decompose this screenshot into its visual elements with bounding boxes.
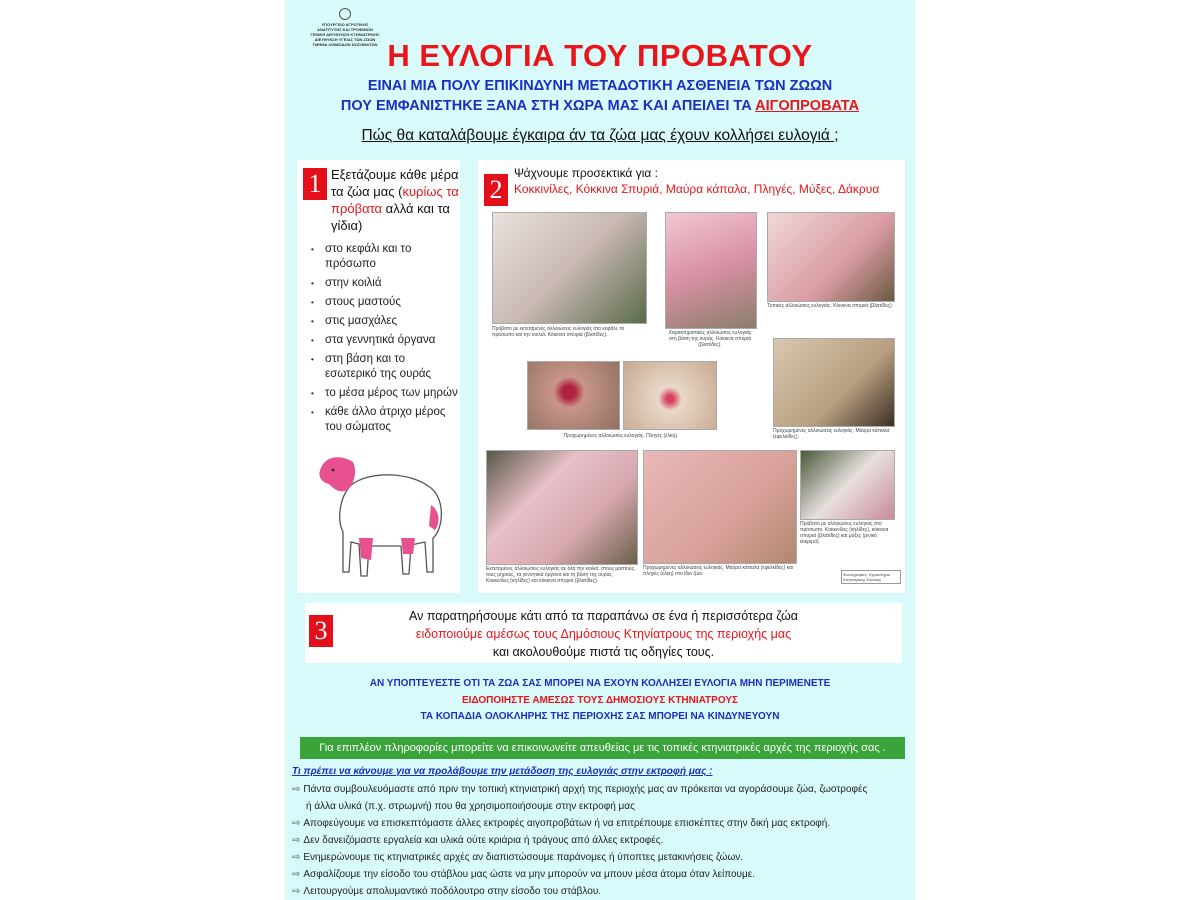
item-text: Αποφεύγουμε να επισκεπτόμαστε άλλες εκτροφές αιγοπροβάτων ή να επιτρέπουμε επισκέπτες στην δική μας εκτροφή. — [303, 818, 831, 829]
list-item: • στις μασχάλες — [309, 314, 459, 329]
list-item: • στο κεφάλι και το πρόσωπο — [309, 242, 459, 272]
list-item — [292, 883, 912, 900]
arrow-icon: ⇨ — [292, 869, 301, 880]
symptoms-list: Κοκκινίλες, Κόκκινα Σπυριά, Μαύρα κάπαλα, Πληγές, Μύξες, Δάκρυα — [514, 182, 880, 196]
belly-photo — [486, 450, 638, 565]
step-2-box — [478, 160, 905, 593]
sheep-diagram-icon — [311, 450, 456, 585]
item-text: Ενημερώνουμε τις κτηνιατρικές αρχές αν διαπιστώσουμε παράνομες ή ύποπτες μετακινήσεις ζώων. — [303, 852, 744, 863]
lesion-photo-skin — [767, 212, 895, 302]
item-text: Δεν δανειζόμαστε εργαλεία και υλικά ούτε κριάρια ή τράγους από άλλες εκτροφές. — [303, 835, 664, 846]
list-item — [292, 832, 912, 849]
text-highlight: κυρίως τα πρόβατα — [331, 184, 459, 216]
list-item — [292, 866, 912, 883]
arrow-icon: ⇨ — [292, 818, 301, 829]
list-item: • στους μαστούς — [309, 295, 459, 310]
ulcer-photo-1 — [527, 361, 620, 430]
face-photo — [800, 450, 895, 520]
item-text: Ασφαλίζουμε την είσοδο του στάβλου μας ώστε να μην μπορούν να μπουν μέσα άτομα όταν λείπουμε. — [303, 869, 755, 880]
arrow-icon: ⇨ — [292, 784, 301, 795]
step-number: 3 — [309, 615, 333, 647]
logo-line: ΑΝΑΠΤΥΞΗΣ ΚΑΙ ΤΡΟΦΙΜΩΝ — [317, 27, 373, 32]
item-text: Πάντα συμβουλευόμαστε από πριν την τοπική κτηνιατρική αρχή της περιοχής μας αν πρόκειται να αγοράσουμε ζώα, ζωοτροφές — [303, 784, 868, 795]
logo-line: ΔΙΕΥΘΥΝΣΗ ΥΓΕΙΑΣ ΤΩΝ ΖΩΩΝ — [314, 37, 376, 42]
arrow-icon: ⇨ — [292, 835, 301, 846]
advanced-lesion-photo — [643, 450, 797, 564]
list-item: • στα γεννητικά όργανα — [309, 333, 459, 348]
action-line-3: και ακολουθούμε πιστά τις οδηγίες τους. — [492, 645, 715, 659]
subtitle-highlight: ΑΙΓΟΠΡΟΒΑΤΑ — [755, 98, 860, 114]
logo-line: ΤΜΗΜΑ ΛΟΙΜΩΔΩΝ ΝΟΣΗΜΑΤΩΝ — [312, 42, 378, 47]
photo-credit: Φωτογραφίες: Εργαστήριο Κτηνιατρικής Κλινικής — [841, 570, 901, 584]
photo-caption: Χαρακτηριστικές αλλοιώσεις ευλογιάς στη βάση της ουράς. Κόκκινα σπυριά (βλατίδες). — [668, 330, 752, 348]
list-item — [292, 781, 912, 798]
text: αλλά και τα γίδια) — [331, 201, 450, 233]
question-heading: Πώς θα καταλάβουμε έγκαιρα άν τα ζώα μας έχουν κολλήσει ευλογιά ; — [361, 127, 839, 144]
seal-icon — [339, 8, 351, 20]
subtitle-text: ΠΟΥ ΕΜΦΑΝΙΣΤΗΚΕ ΞΑΝΑ ΣΤΗ ΧΩΡΑ ΜΑΣ ΚΑΙ ΑΠΕΙΛΕΙ ΤΑ — [340, 98, 756, 114]
subtitle-line-1: ΕΙΝΑΙ ΜΙΑ ΠΟΛΥ ΕΠΙΚΙΝΔΥΝΗ ΜΕΤΑΔΟΤΙΚΗ ΑΣΘΕΝΕΙΑ ΤΩΝ ΖΩΩΝ — [367, 78, 833, 94]
poster — [285, 0, 915, 900]
prevention-heading: Τι πρέπει να κάνουμε για να προλάβουμε την μετάδοση της ευλογιάς στην εκτροφή μας : — [292, 766, 713, 777]
photo-caption: Προχωρημένες αλλοιώσεις ευλογιάς. Μαύρα κάπαλα (εφελκίδες) και πληγές (έλκη) στο ίδιο ζώο. — [643, 565, 794, 577]
step-number: 1 — [303, 168, 327, 200]
photo-caption: Πρόβατο με εκτεταμένες αλλοιώσεις ευλογιάς στο κεφάλι, το πρόσωπο και την κοιλιά. Κόκκινα σπυριά (βλατίδες). — [492, 326, 625, 338]
action-line-1: Αν παρατηρήσουμε κάτι από τα παραπάνω σε ένα ή περισσότερα ζώα — [409, 609, 798, 623]
photo-caption: Τυπικές αλλοιώσεις ευλογιάς. Κόκκινα σπυριά (βλατίδες). — [767, 303, 894, 309]
scab-photo — [773, 338, 895, 427]
photo-caption: Πρόβατο με αλλοιώσεις ευλογιάς στο πρόσωπο. Κοκκινίλες (κηλίδες), κόκκινα σπυριά (βλατίδες) και μύξες (ρινικό έκκριμα). — [800, 521, 889, 545]
body-areas-list — [309, 242, 459, 439]
step-3-box — [305, 603, 902, 663]
ulcer-photo-2 — [623, 361, 717, 430]
step-1-box — [297, 160, 460, 593]
step-1-text — [331, 166, 460, 234]
logo-line: ΓΕΝΙΚΗ ΔΙΕΥΘΥΝΣΗ ΚΤΗΝΙΑΤΡΙΚΗΣ — [310, 32, 380, 37]
list-item: ή άλλα υλικά (π.χ. στρωμνή) που θα χρησιμοποιήσουμε στην εκτροφή μας — [306, 801, 635, 812]
list-item: • στην κοιλιά — [309, 276, 459, 291]
step-2-heading: Ψάχνουμε προσεκτικά για : — [514, 166, 658, 180]
item-text: Λειτουργούμε απολυμαντικό ποδόλουτρο στην είσοδο του στάβλου. — [303, 886, 602, 897]
lesion-photo-tail — [665, 212, 757, 329]
text: Εξετάζουμε κάθε μέρα τα ζώα μας ( — [331, 167, 459, 199]
list-item: • κάθε άλλο άτριχο μέρος του σώματος — [309, 405, 459, 435]
warning-line-1: ΑΝ ΥΠΟΠΤΕΥΕΣΤΕ ΟΤΙ ΤΑ ΖΩΑ ΣΑΣ ΜΠΟΡΕΙ ΝΑ ΕΧΟΥΝ ΚΟΛΛΗΣΕΙ ΕΥΛΟΓΙΑ ΜΗΝ ΠΕΡΙΜΕΝΕΤΕ — [369, 678, 831, 689]
photo-caption: Εκτεταμένες αλλοιώσεις ευλογιάς σε όλη την κοιλιά, στους μαστούς, τους μηρούς, τα γεννητικά όργανα και τη βάση της ουράς. Κοκκινίλες (κηλίδες) και κόκκινα σπυριά (βλατίδες). — [486, 566, 636, 584]
logo-line: ΥΠΟΥΡΓΕΙΟ ΑΓΡΟΤΙΚΗΣ — [321, 22, 369, 27]
prevention-section — [292, 766, 912, 900]
list-item — [292, 815, 912, 832]
list-item: • το μέσα μέρος των μηρών — [309, 386, 459, 401]
poster-title: Η ΕΥΛΟΓΙΑ ΤΟΥ ΠΡΟΒΑΤΟΥ — [387, 38, 813, 73]
lesion-photo-head — [492, 212, 647, 324]
list-item — [292, 849, 912, 866]
photo-caption: Προχωρημένες αλλοιώσεις ευλογιάς. Πληγές (έλκη). — [563, 433, 679, 439]
warning-line-2: ΕΙΔΟΠΟΙΗΣΤΕ ΑΜΕΣΩΣ ΤΟΥΣ ΔΗΜΟΣΙΟΥΣ ΚΤΗΝΙΑΤΡΟΥΣ — [462, 695, 738, 706]
photo-caption: Προχωρημένες αλλοιώσεις ευλογιάς. Μαύρα κάπαλα (εφελκίδες). — [773, 428, 890, 440]
info-bar: Για επιπλέον πληροφορίες μπορείτε να επικοινωνείτε απευθείας με τις τοπικές κτηνιατρικές αρχές της περιοχής σας . — [300, 737, 905, 759]
action-line-2: ειδοποιούμε αμέσως τους Δημόσιους Κτηνίατρους της περιοχής μας — [415, 627, 792, 641]
subtitle-line-2 — [285, 98, 915, 114]
list-item: • στη βάση και το εσωτερικό της ουράς — [309, 352, 459, 382]
step-number: 2 — [484, 174, 508, 206]
arrow-icon: ⇨ — [292, 852, 301, 863]
warning-line-3: ΤΑ ΚΟΠΑΔΙΑ ΟΛΟΚΛΗΡΗΣ ΤΗΣ ΠΕΡΙΟΧΗΣ ΣΑΣ ΜΠΟΡΕΙ ΝΑ ΚΙΝΔΥΝΕΥΟΥΝ — [420, 711, 780, 722]
arrow-icon: ⇨ — [292, 886, 301, 897]
